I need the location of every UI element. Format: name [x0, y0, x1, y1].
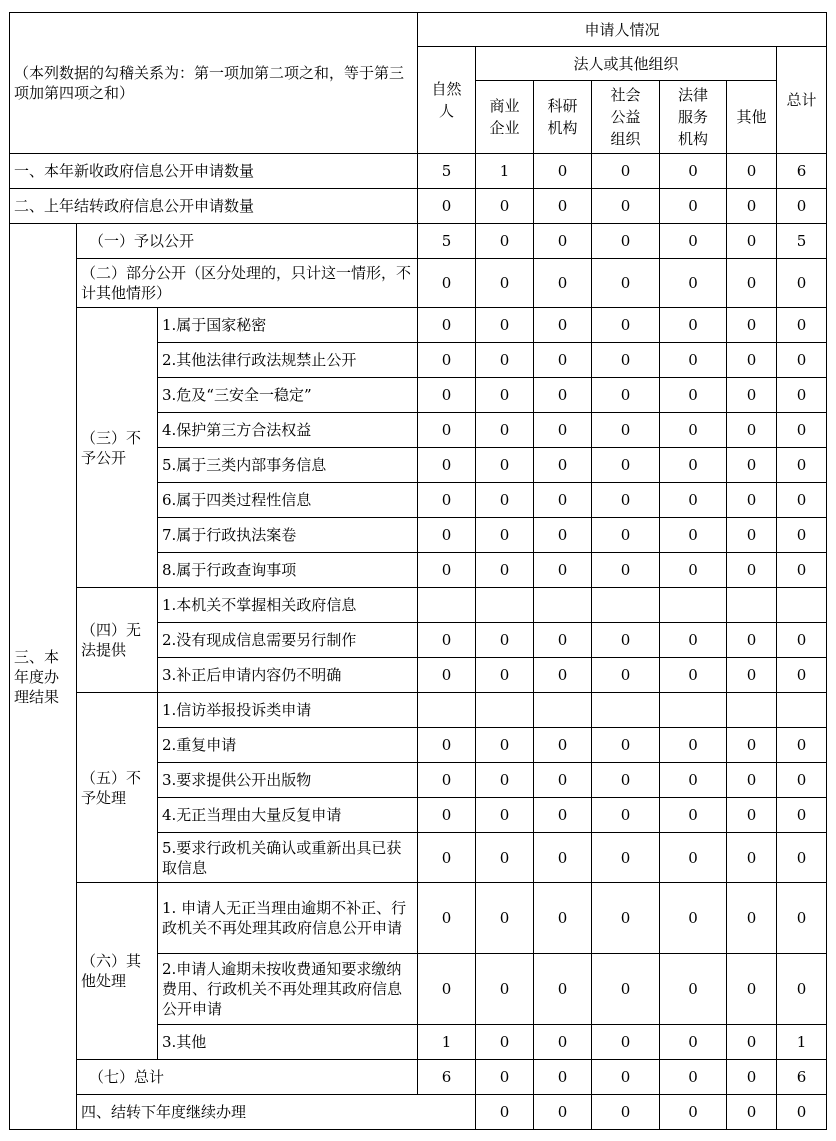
cell: 0 [476, 259, 534, 308]
cell: 0 [660, 518, 727, 553]
cell: 0 [534, 259, 592, 308]
group-label: （五）不予处理 [77, 693, 158, 883]
cell [534, 588, 592, 623]
cell: 0 [660, 1095, 727, 1130]
cell: 0 [418, 448, 476, 483]
cell: 0 [534, 189, 592, 224]
cell: 0 [592, 623, 660, 658]
cell: 0 [534, 833, 592, 883]
cell: 0 [777, 954, 827, 1025]
cell: 0 [534, 483, 592, 518]
cell [418, 693, 476, 728]
cell: 0 [418, 833, 476, 883]
cell: 0 [592, 658, 660, 693]
row-label: 2.申请人逾期未按收费通知要求缴纳费用、行政机关不再处理其政府信息公开申请 [158, 954, 418, 1025]
cell [418, 588, 476, 623]
cell: 0 [534, 154, 592, 189]
cell: 0 [660, 833, 727, 883]
header-note: （本列数据的勾稽关系为：第一项加第二项之和，等于第三项加第四项之和） [10, 13, 418, 154]
cell: 0 [777, 623, 827, 658]
row-label: 5.要求行政机关确认或重新出具已获取信息 [158, 833, 418, 883]
row-label: 2.重复申请 [158, 728, 418, 763]
cell: 0 [476, 883, 534, 954]
cell: 0 [534, 1025, 592, 1060]
cell: 0 [476, 623, 534, 658]
row-label: 3.补正后申请内容仍不明确 [158, 658, 418, 693]
cell: 0 [592, 518, 660, 553]
cell: 0 [418, 413, 476, 448]
cell: 0 [727, 518, 777, 553]
cell: 0 [660, 413, 727, 448]
cell [777, 588, 827, 623]
row-label: （二）部分公开（区分处理的，只计这一情形，不计其他情形） [77, 259, 418, 308]
row-label: 8.属于行政查询事项 [158, 553, 418, 588]
row-label: 2.没有现成信息需要另行制作 [158, 623, 418, 658]
cell: 0 [476, 224, 534, 259]
row-label: 1. 申请人无正当理由逾期不补正、行政机关不再处理其政府信息公开申请 [158, 883, 418, 954]
cell: 0 [534, 553, 592, 588]
cell: 0 [418, 763, 476, 798]
header-row-1 [10, 13, 827, 47]
cell: 0 [777, 763, 827, 798]
cell: 0 [727, 448, 777, 483]
cell: 5 [418, 224, 476, 259]
cell: 0 [727, 378, 777, 413]
cell: 6 [777, 1060, 827, 1095]
cell: 0 [660, 623, 727, 658]
cell: 0 [660, 343, 727, 378]
cell: 0 [777, 483, 827, 518]
cell: 0 [727, 1025, 777, 1060]
table-row [10, 189, 827, 224]
cell: 0 [592, 448, 660, 483]
cell: 0 [592, 343, 660, 378]
row-label: 4.保护第三方合法权益 [158, 413, 418, 448]
table-row [10, 154, 827, 189]
cell: 0 [592, 1060, 660, 1095]
cell: 0 [418, 954, 476, 1025]
cell: 0 [727, 224, 777, 259]
cell: 0 [534, 658, 592, 693]
cell: 0 [418, 883, 476, 954]
row-label: （七）总计 [77, 1060, 418, 1095]
cell: 0 [660, 259, 727, 308]
row-label: 4.无正当理由大量反复申请 [158, 798, 418, 833]
row-label: 一、本年新收政府信息公开申请数量 [10, 154, 418, 189]
cell: 0 [592, 259, 660, 308]
header-other: 其他 [727, 81, 777, 154]
cell: 0 [476, 1060, 534, 1095]
cell: 0 [727, 343, 777, 378]
row-label: 7.属于行政执法案卷 [158, 518, 418, 553]
cell: 0 [660, 658, 727, 693]
cell: 0 [660, 308, 727, 343]
cell: 0 [727, 763, 777, 798]
cell: 0 [534, 1060, 592, 1095]
cell: 0 [476, 728, 534, 763]
cell: 0 [727, 798, 777, 833]
row-label: 3.要求提供公开出版物 [158, 763, 418, 798]
cell: 0 [660, 448, 727, 483]
cell: 0 [592, 1025, 660, 1060]
cell: 0 [476, 483, 534, 518]
cell: 0 [534, 378, 592, 413]
cell: 0 [534, 343, 592, 378]
cell: 0 [592, 954, 660, 1025]
cell [476, 693, 534, 728]
cell: 0 [727, 883, 777, 954]
cell: 0 [418, 518, 476, 553]
cell: 0 [534, 448, 592, 483]
cell: 0 [476, 343, 534, 378]
cell: 0 [592, 308, 660, 343]
cell: 0 [777, 308, 827, 343]
cell: 0 [476, 308, 534, 343]
cell: 0 [476, 518, 534, 553]
cell: 0 [660, 728, 727, 763]
cell: 0 [476, 413, 534, 448]
cell: 0 [476, 798, 534, 833]
disclosure-table [9, 12, 827, 1130]
row-label: 5.属于三类内部事务信息 [158, 448, 418, 483]
group-label: （四）无法提供 [77, 588, 158, 693]
cell: 0 [476, 189, 534, 224]
header-research: 科研机构 [534, 81, 592, 154]
cell: 0 [777, 883, 827, 954]
cell: 0 [660, 954, 727, 1025]
header-legal-group: 法人或其他组织 [476, 47, 777, 81]
cell: 0 [727, 553, 777, 588]
cell: 0 [727, 728, 777, 763]
row-label: 1.本机关不掌握相关政府信息 [158, 588, 418, 623]
row-label: 3.其他 [158, 1025, 418, 1060]
cell: 0 [727, 1095, 777, 1130]
cell: 0 [418, 189, 476, 224]
cell: 0 [777, 259, 827, 308]
table-row [10, 588, 827, 623]
cell: 0 [592, 154, 660, 189]
cell: 0 [476, 658, 534, 693]
cell: 0 [534, 623, 592, 658]
cell: 0 [727, 623, 777, 658]
cell [777, 693, 827, 728]
table-row [10, 259, 827, 308]
cell: 0 [418, 623, 476, 658]
cell: 0 [534, 224, 592, 259]
cell: 0 [534, 728, 592, 763]
cell: 0 [660, 763, 727, 798]
cell: 0 [534, 798, 592, 833]
cell: 1 [418, 1025, 476, 1060]
cell: 0 [660, 1060, 727, 1095]
cell: 0 [592, 1095, 660, 1130]
cell: 0 [592, 413, 660, 448]
table-row [10, 693, 827, 728]
cell: 0 [777, 413, 827, 448]
cell: 0 [727, 483, 777, 518]
cell: 0 [476, 763, 534, 798]
cell: 0 [534, 413, 592, 448]
cell: 1 [777, 1025, 827, 1060]
cell: 5 [777, 224, 827, 259]
row-label: 1.属于国家秘密 [158, 308, 418, 343]
cell: 5 [418, 154, 476, 189]
section3-label: 三、本年度办理结果 [10, 224, 77, 1130]
group-label: （三）不予公开 [77, 308, 158, 588]
cell: 0 [777, 728, 827, 763]
cell: 0 [476, 1095, 534, 1130]
cell [660, 588, 727, 623]
cell: 0 [476, 553, 534, 588]
cell: 0 [660, 224, 727, 259]
table-row [10, 1095, 827, 1130]
cell: 0 [534, 883, 592, 954]
cell: 0 [660, 483, 727, 518]
cell [660, 693, 727, 728]
cell: 0 [727, 189, 777, 224]
cell: 0 [777, 833, 827, 883]
table-row [10, 883, 827, 954]
cell: 0 [418, 483, 476, 518]
cell: 0 [592, 189, 660, 224]
cell: 0 [660, 798, 727, 833]
cell: 0 [534, 954, 592, 1025]
cell: 0 [727, 954, 777, 1025]
header-applicant: 申请人情况 [418, 13, 827, 47]
cell: 0 [777, 1095, 827, 1130]
cell: 0 [727, 308, 777, 343]
cell: 0 [777, 518, 827, 553]
cell: 0 [777, 658, 827, 693]
cell: 6 [418, 1060, 476, 1095]
cell: 0 [727, 1060, 777, 1095]
cell: 0 [476, 954, 534, 1025]
cell: 6 [777, 154, 827, 189]
cell: 0 [592, 833, 660, 883]
cropped-title-strip [0, 0, 836, 12]
cell: 0 [777, 798, 827, 833]
cell: 0 [534, 763, 592, 798]
cell: 0 [592, 378, 660, 413]
cell: 0 [727, 413, 777, 448]
cell: 0 [727, 833, 777, 883]
cell: 0 [777, 448, 827, 483]
cell: 0 [777, 343, 827, 378]
cell [727, 588, 777, 623]
row-label: 3.危及“三安全一稳定” [158, 378, 418, 413]
cell: 1 [476, 154, 534, 189]
cell [476, 588, 534, 623]
cell: 0 [476, 1025, 534, 1060]
cell: 0 [418, 259, 476, 308]
cell: 0 [476, 378, 534, 413]
header-public-welfare: 社会公益组织 [592, 81, 660, 154]
row-label: （一）予以公开 [77, 224, 418, 259]
cell: 0 [418, 343, 476, 378]
cell: 0 [418, 308, 476, 343]
cell: 0 [660, 154, 727, 189]
cell: 0 [727, 154, 777, 189]
cell: 0 [592, 883, 660, 954]
cell: 0 [592, 553, 660, 588]
cell: 0 [592, 728, 660, 763]
cell: 0 [418, 728, 476, 763]
cell: 0 [727, 658, 777, 693]
cell: 0 [660, 883, 727, 954]
row-label: 1.信访举报投诉类申请 [158, 693, 418, 728]
cell: 0 [476, 448, 534, 483]
cell: 0 [534, 308, 592, 343]
cell: 0 [777, 553, 827, 588]
cell: 0 [592, 763, 660, 798]
table-row [10, 224, 827, 259]
cell: 0 [592, 798, 660, 833]
table-row [10, 1060, 827, 1095]
group-label: （六）其他处理 [77, 883, 158, 1060]
cell: 0 [660, 378, 727, 413]
row-label: 6.属于四类过程性信息 [158, 483, 418, 518]
cell [534, 693, 592, 728]
cell: 0 [418, 378, 476, 413]
cell: 0 [660, 1025, 727, 1060]
cell: 0 [660, 553, 727, 588]
cell: 0 [727, 259, 777, 308]
row-label: 二、上年结转政府信息公开申请数量 [10, 189, 418, 224]
cell: 0 [592, 483, 660, 518]
cell: 0 [476, 833, 534, 883]
cell [592, 693, 660, 728]
cell: 0 [534, 1095, 592, 1130]
header-natural: 自然人 [418, 47, 476, 154]
cell: 0 [418, 658, 476, 693]
row-label: 2.其他法律行政法规禁止公开 [158, 343, 418, 378]
header-total: 总计 [777, 47, 827, 154]
cell: 0 [418, 798, 476, 833]
cell [592, 588, 660, 623]
cell [727, 693, 777, 728]
row-label: 四、结转下年度继续办理 [77, 1095, 476, 1130]
cell: 0 [777, 189, 827, 224]
cell: 0 [592, 224, 660, 259]
table-row [10, 308, 827, 343]
cell: 0 [660, 189, 727, 224]
cell: 0 [534, 518, 592, 553]
header-legal-service: 法律服务机构 [660, 81, 727, 154]
header-business: 商业企业 [476, 81, 534, 154]
cell: 0 [777, 378, 827, 413]
cell: 0 [418, 553, 476, 588]
